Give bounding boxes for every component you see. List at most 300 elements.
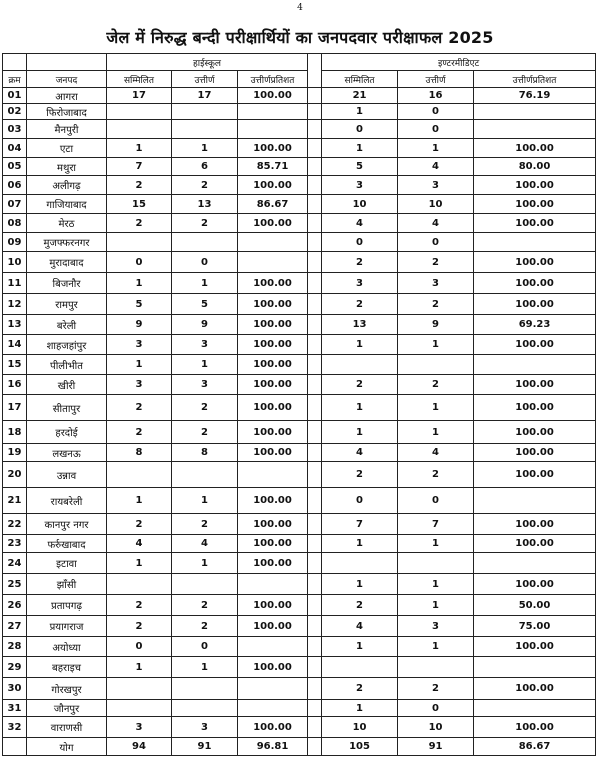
hs-percent-cell: 100.00 bbox=[238, 335, 308, 355]
inter-passed-cell: 1 bbox=[398, 595, 474, 616]
total-row bbox=[3, 738, 596, 756]
inter-appeared-cell: 1 bbox=[322, 139, 398, 158]
table-row bbox=[3, 678, 596, 700]
column-gap bbox=[308, 462, 322, 488]
district-cell: बरेली bbox=[27, 315, 107, 335]
hs-percent-cell bbox=[238, 120, 308, 139]
inter-passed-cell: 0 bbox=[398, 104, 474, 120]
district-cell: गाजियाबाद bbox=[27, 195, 107, 214]
sn-cell: 08 bbox=[3, 214, 27, 233]
hs-appeared-cell: 2 bbox=[107, 176, 172, 195]
inter-appeared-cell: 3 bbox=[322, 273, 398, 294]
inter-passed-cell: 2 bbox=[398, 294, 474, 315]
hs-appeared-cell: 2 bbox=[107, 514, 172, 535]
hs-appeared-cell: 3 bbox=[107, 375, 172, 395]
inter-appeared-cell: 4 bbox=[322, 214, 398, 233]
sn-cell: 30 bbox=[3, 678, 27, 700]
table-row bbox=[3, 233, 596, 252]
district-cell: कानपुर नगर bbox=[27, 514, 107, 535]
hs-passed-cell: 1 bbox=[172, 139, 238, 158]
sn-cell: 03 bbox=[3, 120, 27, 139]
hs-appeared-cell bbox=[107, 700, 172, 717]
inter-appeared-cell: 2 bbox=[322, 375, 398, 395]
inter-passed-cell bbox=[398, 355, 474, 375]
district-cell: आगरा bbox=[27, 88, 107, 104]
column-gap bbox=[308, 195, 322, 214]
hs-appeared-cell bbox=[107, 678, 172, 700]
table-row bbox=[3, 462, 596, 488]
table-row bbox=[3, 335, 596, 355]
sn-cell: 01 bbox=[3, 88, 27, 104]
total-hs-appeared: 94 bbox=[107, 738, 172, 756]
hs-passed-cell: 2 bbox=[172, 616, 238, 637]
hs-passed-cell: 1 bbox=[172, 488, 238, 514]
hs-percent-cell bbox=[238, 574, 308, 595]
total-hs-passed: 91 bbox=[172, 738, 238, 756]
hs-percent-cell: 100.00 bbox=[238, 294, 308, 315]
hs-percent-cell: 100.00 bbox=[238, 139, 308, 158]
sn-cell: 14 bbox=[3, 335, 27, 355]
inter-percent-cell bbox=[474, 104, 596, 120]
hs-percent-cell: 85.71 bbox=[238, 158, 308, 176]
table-row bbox=[3, 574, 596, 595]
inter-appeared-cell: 13 bbox=[322, 315, 398, 335]
hs-percent-cell bbox=[238, 700, 308, 717]
sn-cell: 26 bbox=[3, 595, 27, 616]
hs-appeared-cell: 2 bbox=[107, 616, 172, 637]
inter-passed-cell: 1 bbox=[398, 421, 474, 444]
hs-passed-cell: 3 bbox=[172, 717, 238, 738]
district-cell: पीलीभीत bbox=[27, 355, 107, 375]
inter-appeared-cell: 7 bbox=[322, 514, 398, 535]
inter-passed-cell: 3 bbox=[398, 273, 474, 294]
hs-passed-cell: 1 bbox=[172, 657, 238, 678]
hs-percent-cell: 100.00 bbox=[238, 444, 308, 462]
district-cell: अयोध्या bbox=[27, 637, 107, 657]
inter-passed-cell: 16 bbox=[398, 88, 474, 104]
district-cell: जौनपुर bbox=[27, 700, 107, 717]
hs-passed-cell: 2 bbox=[172, 595, 238, 616]
hs-passed-cell: 2 bbox=[172, 514, 238, 535]
inter-percent-cell bbox=[474, 488, 596, 514]
sn-cell: 10 bbox=[3, 252, 27, 273]
hs-passed-cell: 17 bbox=[172, 88, 238, 104]
total-inter-percent: 86.67 bbox=[474, 738, 596, 756]
hs-appeared-cell: 0 bbox=[107, 252, 172, 273]
column-gap bbox=[308, 616, 322, 637]
hs-passed-cell: 3 bbox=[172, 375, 238, 395]
column-gap bbox=[308, 657, 322, 678]
hs-percent-cell: 100.00 bbox=[238, 355, 308, 375]
hs-passed-cell: 3 bbox=[172, 335, 238, 355]
results-table bbox=[2, 53, 596, 756]
district-cell: फर्रुखाबाद bbox=[27, 535, 107, 553]
column-gap bbox=[308, 678, 322, 700]
hs-appeared-cell: 3 bbox=[107, 335, 172, 355]
inter-passed-cell: 2 bbox=[398, 678, 474, 700]
inter-passed-cell: 2 bbox=[398, 375, 474, 395]
inter-percent-cell: 80.00 bbox=[474, 158, 596, 176]
hs-passed-header: उत्तीर्ण bbox=[172, 71, 238, 88]
column-gap bbox=[308, 738, 322, 756]
hs-percent-cell bbox=[238, 462, 308, 488]
hs-appeared-cell: 2 bbox=[107, 421, 172, 444]
sn-cell: 29 bbox=[3, 657, 27, 678]
page-number: 4 bbox=[297, 3, 303, 13]
hs-appeared-cell: 5 bbox=[107, 294, 172, 315]
hs-passed-cell bbox=[172, 574, 238, 595]
hs-percent-cell: 100.00 bbox=[238, 657, 308, 678]
hs-passed-cell: 4 bbox=[172, 535, 238, 553]
inter-passed-cell: 3 bbox=[398, 616, 474, 637]
hs-appeared-cell: 1 bbox=[107, 273, 172, 294]
hs-passed-cell bbox=[172, 700, 238, 717]
inter-appeared-cell: 4 bbox=[322, 444, 398, 462]
inter-passed-cell: 4 bbox=[398, 158, 474, 176]
inter-percent-header: उत्तीर्णप्रतिशत bbox=[474, 71, 596, 88]
table-row bbox=[3, 717, 596, 738]
column-gap bbox=[308, 294, 322, 315]
inter-passed-cell: 4 bbox=[398, 214, 474, 233]
column-gap bbox=[308, 273, 322, 294]
hs-appeared-cell: 1 bbox=[107, 553, 172, 574]
district-cell: खीरी bbox=[27, 375, 107, 395]
hs-passed-cell: 0 bbox=[172, 252, 238, 273]
inter-percent-cell: 75.00 bbox=[474, 616, 596, 637]
hs-passed-cell: 8 bbox=[172, 444, 238, 462]
inter-appeared-cell: 0 bbox=[322, 488, 398, 514]
table-row bbox=[3, 444, 596, 462]
table-row bbox=[3, 273, 596, 294]
column-gap bbox=[308, 54, 322, 88]
district-header: जनपद bbox=[27, 71, 107, 88]
inter-percent-cell bbox=[474, 553, 596, 574]
sn-cell: 25 bbox=[3, 574, 27, 595]
sn-cell: 18 bbox=[3, 421, 27, 444]
district-cell: बिजनौर bbox=[27, 273, 107, 294]
inter-appeared-header: सम्मिलित bbox=[322, 71, 398, 88]
inter-percent-cell: 100.00 bbox=[474, 294, 596, 315]
inter-passed-cell: 7 bbox=[398, 514, 474, 535]
district-cell: मथुरा bbox=[27, 158, 107, 176]
inter-appeared-cell bbox=[322, 553, 398, 574]
district-cell: मेरठ bbox=[27, 214, 107, 233]
column-gap bbox=[308, 595, 322, 616]
district-cell: प्रतापगढ़ bbox=[27, 595, 107, 616]
column-gap bbox=[308, 120, 322, 139]
table-row bbox=[3, 657, 596, 678]
hs-passed-cell: 1 bbox=[172, 273, 238, 294]
sn-cell: 19 bbox=[3, 444, 27, 462]
table-row bbox=[3, 595, 596, 616]
column-gap bbox=[308, 421, 322, 444]
inter-appeared-cell: 1 bbox=[322, 395, 398, 421]
inter-percent-cell: 100.00 bbox=[474, 717, 596, 738]
total-label: योग bbox=[27, 738, 107, 756]
inter-percent-cell: 100.00 bbox=[474, 637, 596, 657]
hs-percent-cell: 100.00 bbox=[238, 616, 308, 637]
hs-percent-cell bbox=[238, 104, 308, 120]
inter-percent-cell: 100.00 bbox=[474, 195, 596, 214]
hs-appeared-cell: 7 bbox=[107, 158, 172, 176]
hs-appeared-cell: 1 bbox=[107, 139, 172, 158]
inter-appeared-cell: 1 bbox=[322, 700, 398, 717]
district-cell: एटा bbox=[27, 139, 107, 158]
hs-appeared-cell: 1 bbox=[107, 657, 172, 678]
district-cell: रायबरेली bbox=[27, 488, 107, 514]
table-row bbox=[3, 120, 596, 139]
district-cell: मुजफ्फरनगर bbox=[27, 233, 107, 252]
district-cell: शाहजहांपुर bbox=[27, 335, 107, 355]
inter-passed-cell: 1 bbox=[398, 139, 474, 158]
hs-percent-cell: 100.00 bbox=[238, 176, 308, 195]
district-cell: फिरोजाबाद bbox=[27, 104, 107, 120]
inter-appeared-cell: 1 bbox=[322, 335, 398, 355]
intermediate-header: इण्टरमीडिएट bbox=[322, 54, 596, 71]
table-row bbox=[3, 214, 596, 233]
hs-passed-cell: 2 bbox=[172, 214, 238, 233]
inter-appeared-cell: 10 bbox=[322, 717, 398, 738]
table-row bbox=[3, 195, 596, 214]
inter-percent-cell bbox=[474, 700, 596, 717]
inter-percent-cell: 100.00 bbox=[474, 462, 596, 488]
highschool-header: हाईस्कूल bbox=[107, 54, 308, 71]
hs-percent-cell: 86.67 bbox=[238, 195, 308, 214]
inter-appeared-cell: 10 bbox=[322, 195, 398, 214]
inter-appeared-cell: 5 bbox=[322, 158, 398, 176]
sn-cell: 07 bbox=[3, 195, 27, 214]
district-cell: मैनपुरी bbox=[27, 120, 107, 139]
hs-passed-cell: 0 bbox=[172, 637, 238, 657]
column-gap bbox=[308, 355, 322, 375]
hs-percent-cell: 100.00 bbox=[238, 717, 308, 738]
column-gap bbox=[308, 574, 322, 595]
district-cell: इटावा bbox=[27, 553, 107, 574]
inter-percent-cell: 76.19 bbox=[474, 88, 596, 104]
hs-percent-header: उत्तीर्णप्रतिशत bbox=[238, 71, 308, 88]
inter-passed-cell: 4 bbox=[398, 444, 474, 462]
inter-appeared-cell bbox=[322, 355, 398, 375]
table-row bbox=[3, 375, 596, 395]
hs-percent-cell: 100.00 bbox=[238, 315, 308, 335]
inter-percent-cell bbox=[474, 355, 596, 375]
total-sn-cell bbox=[3, 738, 27, 756]
table-row bbox=[3, 535, 596, 553]
inter-passed-cell: 10 bbox=[398, 717, 474, 738]
sn-cell: 31 bbox=[3, 700, 27, 717]
table-row bbox=[3, 616, 596, 637]
hs-appeared-cell bbox=[107, 120, 172, 139]
table-row bbox=[3, 488, 596, 514]
column-gap bbox=[308, 514, 322, 535]
hs-percent-cell bbox=[238, 252, 308, 273]
inter-appeared-cell: 2 bbox=[322, 252, 398, 273]
table-row bbox=[3, 395, 596, 421]
table-body bbox=[3, 88, 596, 738]
table-row bbox=[3, 176, 596, 195]
hs-percent-cell: 100.00 bbox=[238, 514, 308, 535]
district-cell: सीतापुर bbox=[27, 395, 107, 421]
hs-percent-cell: 100.00 bbox=[238, 273, 308, 294]
inter-appeared-cell: 21 bbox=[322, 88, 398, 104]
inter-percent-cell bbox=[474, 233, 596, 252]
inter-passed-cell: 1 bbox=[398, 335, 474, 355]
hs-passed-cell: 6 bbox=[172, 158, 238, 176]
inter-percent-cell: 100.00 bbox=[474, 252, 596, 273]
table-row bbox=[3, 700, 596, 717]
sn-cell: 24 bbox=[3, 553, 27, 574]
inter-passed-cell: 1 bbox=[398, 637, 474, 657]
table-row bbox=[3, 553, 596, 574]
hs-percent-cell: 100.00 bbox=[238, 214, 308, 233]
sn-cell: 22 bbox=[3, 514, 27, 535]
inter-percent-cell: 100.00 bbox=[474, 214, 596, 233]
sn-cell: 09 bbox=[3, 233, 27, 252]
column-gap bbox=[308, 176, 322, 195]
hs-appeared-header: सम्मिलित bbox=[107, 71, 172, 88]
hs-passed-cell: 1 bbox=[172, 553, 238, 574]
hs-appeared-cell: 17 bbox=[107, 88, 172, 104]
hs-appeared-cell: 15 bbox=[107, 195, 172, 214]
inter-percent-cell: 69.23 bbox=[474, 315, 596, 335]
column-gap bbox=[308, 158, 322, 176]
sn-cell: 02 bbox=[3, 104, 27, 120]
hs-appeared-cell bbox=[107, 462, 172, 488]
blank-header-cell bbox=[27, 54, 107, 71]
sn-cell: 04 bbox=[3, 139, 27, 158]
hs-appeared-cell: 1 bbox=[107, 355, 172, 375]
sn-cell: 16 bbox=[3, 375, 27, 395]
district-cell: अलीगढ़ bbox=[27, 176, 107, 195]
inter-appeared-cell: 1 bbox=[322, 104, 398, 120]
column-gap bbox=[308, 717, 322, 738]
column-gap bbox=[308, 444, 322, 462]
table-row bbox=[3, 421, 596, 444]
table-row bbox=[3, 158, 596, 176]
district-cell: वाराणसी bbox=[27, 717, 107, 738]
hs-percent-cell bbox=[238, 678, 308, 700]
hs-passed-cell: 2 bbox=[172, 421, 238, 444]
hs-appeared-cell bbox=[107, 104, 172, 120]
hs-appeared-cell: 2 bbox=[107, 395, 172, 421]
hs-appeared-cell: 9 bbox=[107, 315, 172, 335]
sn-cell: 13 bbox=[3, 315, 27, 335]
column-gap bbox=[308, 252, 322, 273]
inter-passed-cell: 9 bbox=[398, 315, 474, 335]
hs-passed-cell: 1 bbox=[172, 355, 238, 375]
sn-cell: 11 bbox=[3, 273, 27, 294]
inter-percent-cell: 100.00 bbox=[474, 139, 596, 158]
inter-passed-cell: 1 bbox=[398, 574, 474, 595]
inter-percent-cell: 100.00 bbox=[474, 395, 596, 421]
column-gap bbox=[308, 488, 322, 514]
column-gap bbox=[308, 395, 322, 421]
table-row bbox=[3, 104, 596, 120]
inter-appeared-cell: 1 bbox=[322, 574, 398, 595]
district-cell: प्रयागराज bbox=[27, 616, 107, 637]
column-gap bbox=[308, 104, 322, 120]
sn-cell: 27 bbox=[3, 616, 27, 637]
column-gap bbox=[308, 553, 322, 574]
hs-passed-cell bbox=[172, 233, 238, 252]
inter-appeared-cell: 1 bbox=[322, 421, 398, 444]
table-row bbox=[3, 355, 596, 375]
inter-passed-cell: 2 bbox=[398, 462, 474, 488]
inter-percent-cell: 100.00 bbox=[474, 574, 596, 595]
inter-appeared-cell: 0 bbox=[322, 120, 398, 139]
district-cell: उन्नाव bbox=[27, 462, 107, 488]
inter-appeared-cell bbox=[322, 657, 398, 678]
hs-percent-cell: 100.00 bbox=[238, 421, 308, 444]
column-gap bbox=[308, 139, 322, 158]
inter-percent-cell: 100.00 bbox=[474, 514, 596, 535]
column-gap bbox=[308, 233, 322, 252]
district-cell: लखनऊ bbox=[27, 444, 107, 462]
hs-appeared-cell: 4 bbox=[107, 535, 172, 553]
inter-percent-cell: 100.00 bbox=[474, 535, 596, 553]
district-cell: रामपुर bbox=[27, 294, 107, 315]
table-row bbox=[3, 315, 596, 335]
column-gap bbox=[308, 375, 322, 395]
inter-passed-header: उत्तीर्ण bbox=[398, 71, 474, 88]
blank-header-cell bbox=[3, 54, 27, 71]
inter-passed-cell: 10 bbox=[398, 195, 474, 214]
hs-percent-cell: 100.00 bbox=[238, 488, 308, 514]
column-gap bbox=[308, 315, 322, 335]
column-gap bbox=[308, 88, 322, 104]
hs-passed-cell bbox=[172, 462, 238, 488]
table-row bbox=[3, 88, 596, 104]
table-row bbox=[3, 637, 596, 657]
hs-percent-cell: 100.00 bbox=[238, 535, 308, 553]
hs-appeared-cell: 2 bbox=[107, 214, 172, 233]
sn-cell: 28 bbox=[3, 637, 27, 657]
district-cell: गोरखपुर bbox=[27, 678, 107, 700]
sn-cell: 06 bbox=[3, 176, 27, 195]
table-row bbox=[3, 139, 596, 158]
sn-cell: 20 bbox=[3, 462, 27, 488]
hs-appeared-cell: 8 bbox=[107, 444, 172, 462]
inter-percent-cell: 100.00 bbox=[474, 375, 596, 395]
inter-appeared-cell: 2 bbox=[322, 462, 398, 488]
inter-passed-cell: 1 bbox=[398, 395, 474, 421]
inter-passed-cell: 2 bbox=[398, 252, 474, 273]
sn-header: क्रम bbox=[3, 71, 27, 88]
inter-percent-cell: 100.00 bbox=[474, 678, 596, 700]
sn-cell: 12 bbox=[3, 294, 27, 315]
table-row bbox=[3, 514, 596, 535]
inter-percent-cell: 100.00 bbox=[474, 444, 596, 462]
hs-percent-cell: 100.00 bbox=[238, 375, 308, 395]
hs-passed-cell: 2 bbox=[172, 176, 238, 195]
hs-passed-cell: 2 bbox=[172, 395, 238, 421]
hs-appeared-cell: 0 bbox=[107, 637, 172, 657]
inter-passed-cell: 0 bbox=[398, 488, 474, 514]
inter-passed-cell: 0 bbox=[398, 233, 474, 252]
hs-appeared-cell bbox=[107, 233, 172, 252]
inter-appeared-cell: 1 bbox=[322, 637, 398, 657]
column-gap bbox=[308, 214, 322, 233]
column-gap bbox=[308, 700, 322, 717]
hs-passed-cell bbox=[172, 120, 238, 139]
inter-appeared-cell: 0 bbox=[322, 233, 398, 252]
inter-percent-cell: 100.00 bbox=[474, 421, 596, 444]
inter-percent-cell: 50.00 bbox=[474, 595, 596, 616]
sn-cell: 05 bbox=[3, 158, 27, 176]
inter-percent-cell: 100.00 bbox=[474, 176, 596, 195]
inter-percent-cell: 100.00 bbox=[474, 273, 596, 294]
hs-percent-cell: 100.00 bbox=[238, 553, 308, 574]
